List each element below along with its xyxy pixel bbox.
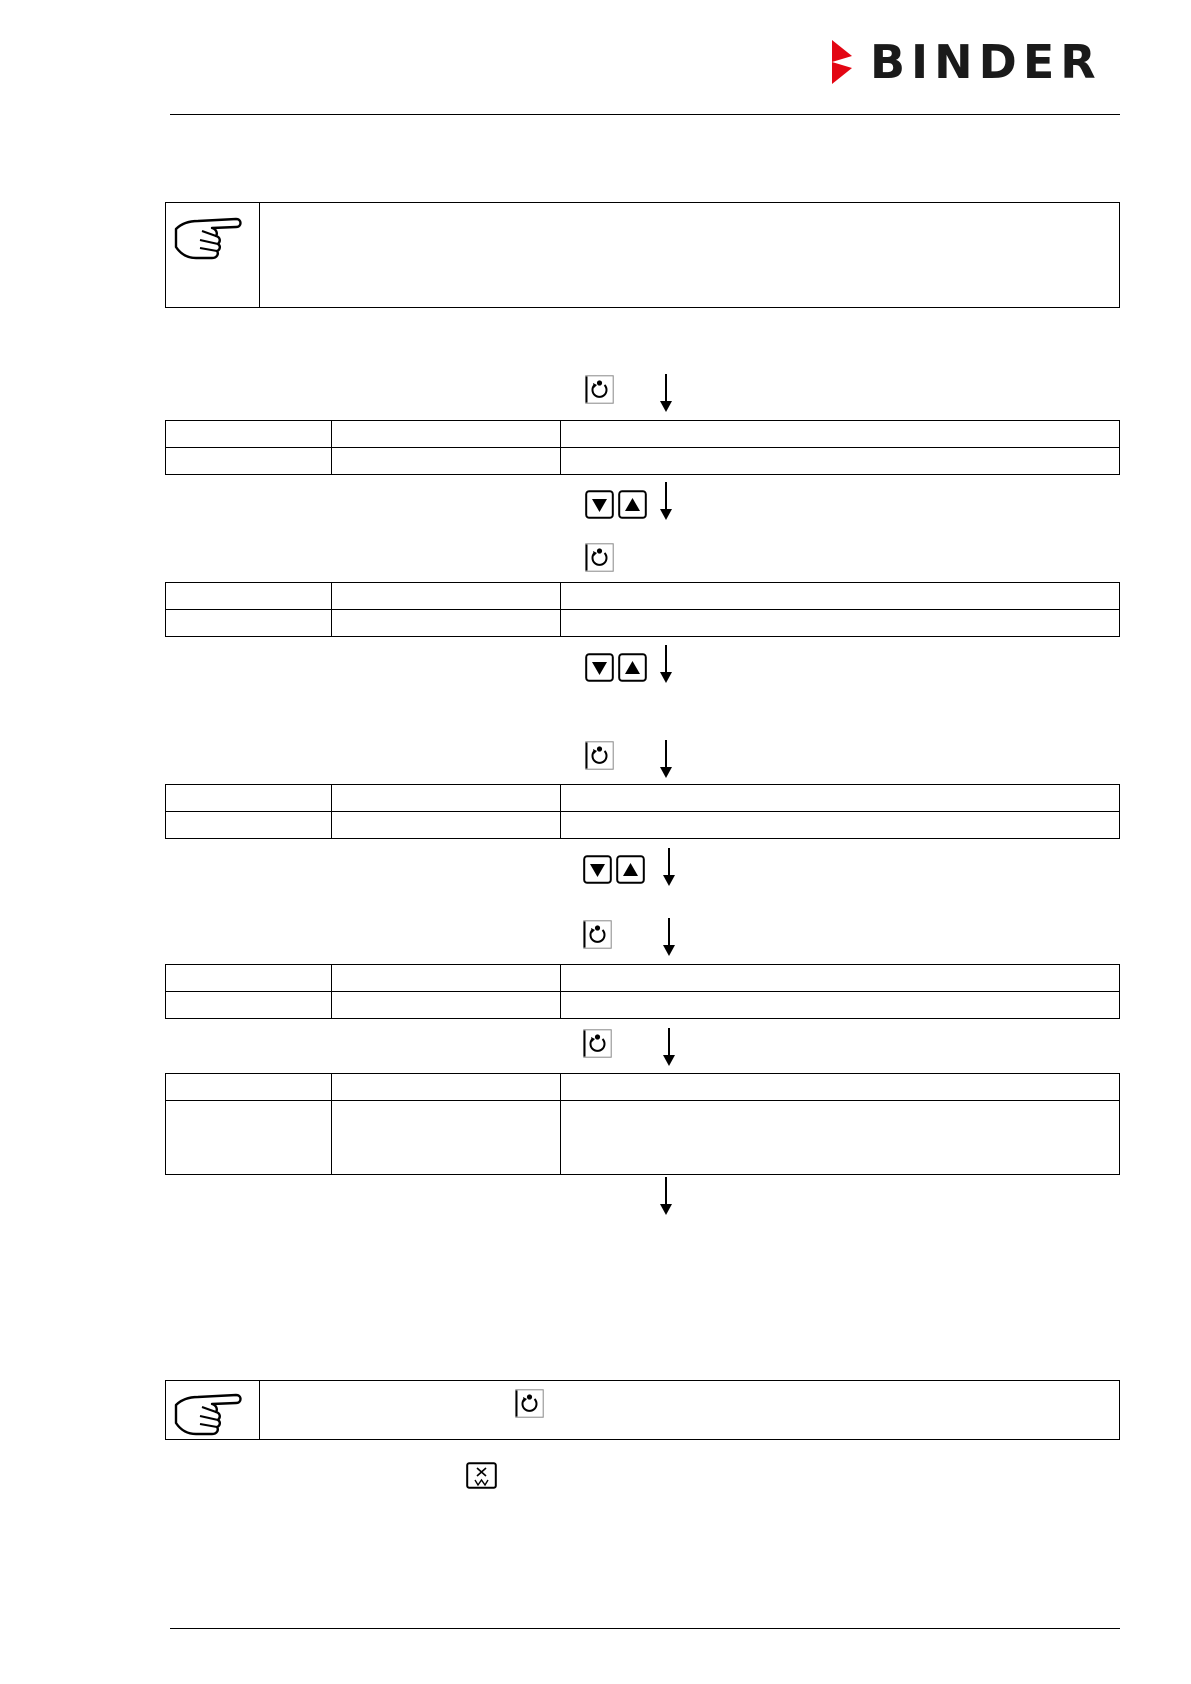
brand-mark-icon — [830, 40, 862, 84]
arrow-down-key-icon[interactable] — [583, 855, 612, 884]
table-row — [166, 583, 1120, 610]
arrow-down-key-icon[interactable] — [585, 653, 614, 682]
table-cell — [332, 992, 561, 1019]
set-key-icon[interactable] — [583, 1029, 612, 1058]
table-cell — [332, 421, 561, 448]
table-cell — [166, 1074, 332, 1101]
set-key-icon[interactable] — [585, 741, 614, 770]
parameter-table-1 — [165, 420, 1120, 475]
table-row — [166, 812, 1120, 839]
table-row — [166, 1074, 1120, 1101]
note-text-top — [260, 203, 1119, 307]
table-cell — [561, 992, 1120, 1019]
binder-logo — [830, 36, 1122, 88]
flow-arrow-icon — [662, 1028, 676, 1066]
table-cell — [166, 992, 332, 1019]
table-row — [166, 610, 1120, 637]
table-cell — [332, 448, 561, 475]
table-cell — [561, 785, 1120, 812]
table-row — [166, 785, 1120, 812]
footer-rule — [170, 1628, 1120, 1629]
table-cell — [166, 785, 332, 812]
parameter-table-2 — [165, 582, 1120, 637]
table-cell — [561, 1074, 1120, 1101]
pointing-hand-icon — [172, 1385, 246, 1437]
exit-key-icon[interactable] — [466, 1462, 495, 1491]
table-cell — [332, 610, 561, 637]
table-row — [166, 965, 1120, 992]
note-box-bottom — [165, 1380, 1120, 1440]
pointing-hand-icon — [172, 209, 246, 261]
table-row — [166, 1101, 1120, 1175]
table-row — [166, 448, 1120, 475]
flow-arrow-icon — [659, 482, 673, 520]
table-cell — [166, 1101, 332, 1175]
header-rule — [170, 114, 1120, 115]
table-cell — [332, 1101, 561, 1175]
flow-arrow-icon — [659, 645, 673, 683]
set-key-icon[interactable] — [585, 543, 614, 572]
arrow-up-key-icon[interactable] — [618, 490, 647, 519]
note-icon-cell — [166, 203, 260, 307]
table-cell — [561, 421, 1120, 448]
flow-arrow-icon — [662, 918, 676, 956]
parameter-table-5 — [165, 1073, 1120, 1175]
note-text-bottom — [260, 1381, 1119, 1439]
table-cell — [332, 812, 561, 839]
table-cell — [332, 965, 561, 992]
flow-arrow-icon — [659, 1177, 673, 1215]
table-cell — [332, 583, 561, 610]
table-cell — [166, 965, 332, 992]
set-key-icon[interactable] — [583, 920, 612, 949]
table-cell — [561, 448, 1120, 475]
table-cell — [166, 448, 332, 475]
set-key-icon[interactable] — [585, 375, 614, 404]
note-icon-cell — [166, 1381, 260, 1439]
table-cell — [166, 610, 332, 637]
table-row — [166, 992, 1120, 1019]
table-cell — [166, 812, 332, 839]
table-cell — [332, 785, 561, 812]
table-cell — [332, 1074, 561, 1101]
note-box-top — [165, 202, 1120, 308]
brand-name: BINDER — [870, 35, 1102, 89]
parameter-table-3 — [165, 784, 1120, 839]
flow-arrow-icon — [659, 740, 673, 778]
table-cell — [561, 812, 1120, 839]
table-cell — [166, 583, 332, 610]
table-cell — [561, 1101, 1120, 1175]
table-cell — [561, 610, 1120, 637]
flow-arrow-icon — [659, 374, 673, 412]
table-cell — [166, 421, 332, 448]
parameter-table-4 — [165, 964, 1120, 1019]
table-cell — [561, 965, 1120, 992]
arrow-up-key-icon[interactable] — [616, 855, 645, 884]
table-cell — [561, 583, 1120, 610]
arrow-down-key-icon[interactable] — [585, 490, 614, 519]
set-key-icon[interactable] — [515, 1389, 544, 1418]
table-row — [166, 421, 1120, 448]
arrow-up-key-icon[interactable] — [618, 653, 647, 682]
flow-arrow-icon — [662, 848, 676, 886]
